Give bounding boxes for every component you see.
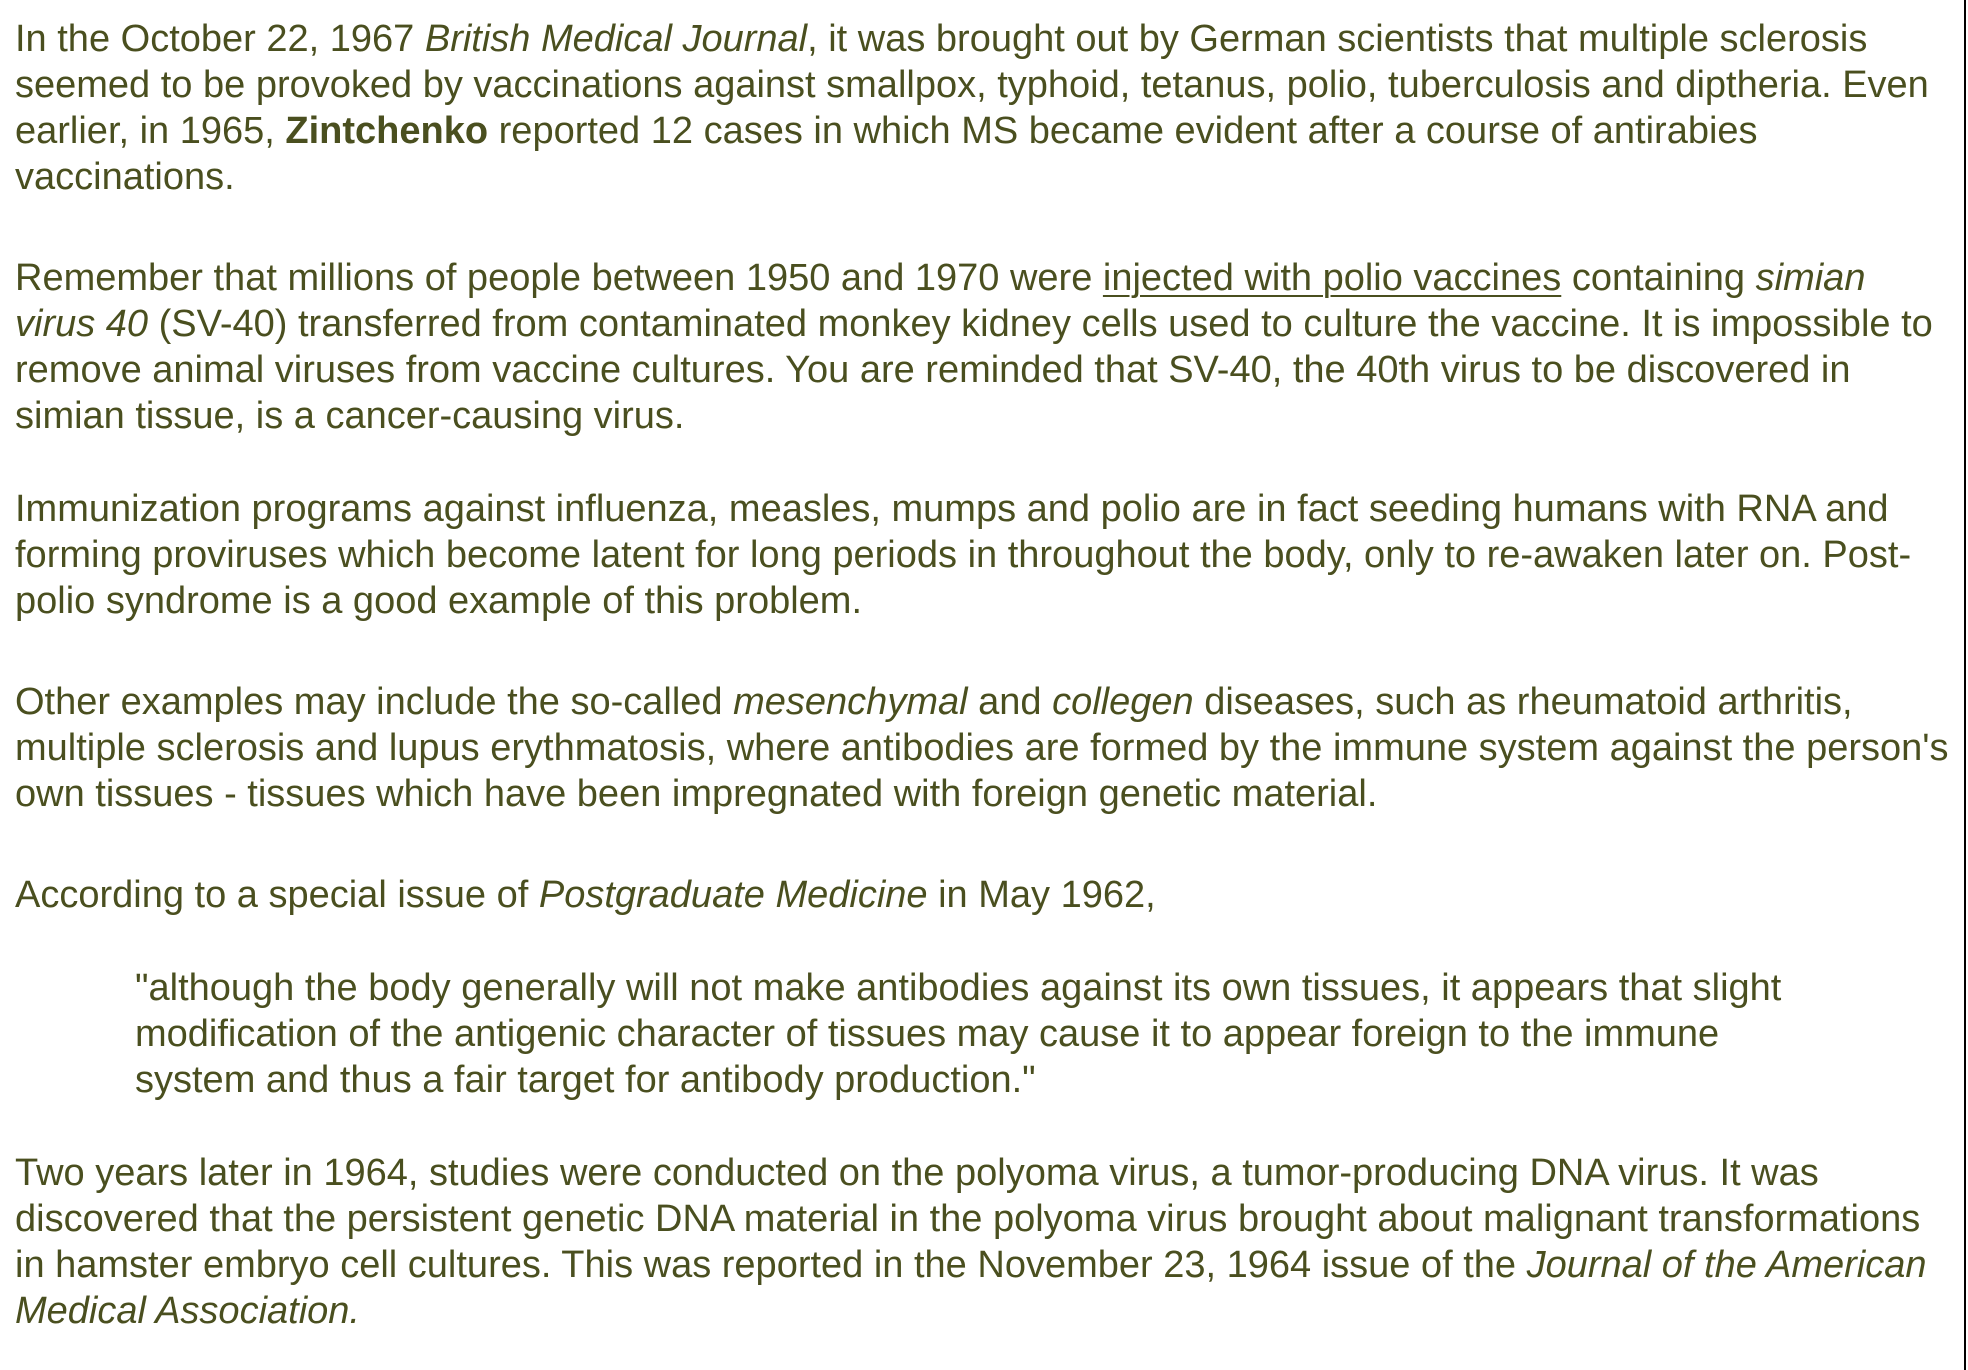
p5-text-b: in May 1962, [927,874,1156,916]
p1-text-c: reported 12 cases in which MS became evident after a course of antirabies vaccinations. [15,110,1758,198]
p3-text: Immunization programs against influenza, measles, mumps and polio are in fact seeding humans with RNA and forming proviruses which become latent for long periods in throughout the body, only to re-awaken later on. Post-polio syndrome is a good example of this problem. [15,488,1912,622]
p6-text-a: Two years later in 1964, studies were conducted on the polyoma virus, a tumor-producing DNA virus. It was discovered that the persistent genetic DNA material in the polyoma virus brought about malignant transformations in hamster embryo cell cultures. This was reported in the November 23, 1964 issue of the [15,1152,1921,1286]
p1-author-name: Zintchenko [285,110,489,152]
p2-text-a: Remember that millions of people between 1950 and 1970 were [15,257,1103,299]
p4-text-b: and [967,681,1053,723]
p4-text-c: diseases, such as rheumatoid arthritis, multiple sclerosis and lupus erythmatosis, where antibodies are formed by the immune system against the person's own tissues - tissues which have been impregnated with foreign genetic material. [15,681,1949,815]
p5-text-a: According to a special issue of [15,874,539,916]
p2-virus-name: simian virus 40 [15,257,1866,345]
paragraph-4 [15,679,1955,817]
paragraph-2 [15,255,1955,439]
p4-text-a: Other examples may include the so-called [15,681,734,723]
p2-text-b: containing [1561,257,1756,299]
p1-text-a: In the October 22, 1967 [15,18,425,60]
paragraph-6 [15,1150,1955,1334]
quote-text: "although the body generally will not make antibodies against its own tissues, it appears that slight modification of the antigenic character of tissues may cause it to appear foreign to the immune system and thus a fair target for antibody production." [135,967,1782,1101]
block-quote [15,965,1785,1103]
p6-journal-title: Journal of the American Medical Association. [15,1244,1927,1332]
polio-vaccines-link[interactable]: injected with polio vaccines [1102,257,1562,299]
p1-text-b: , it was brought out by German scientists that multiple sclerosis seemed to be provoked by vaccinations against smallpox, typhoid, tetanus, polio, tuberculosis and diptheria. Even earlier, in 1965, [15,18,1929,152]
paragraph-1 [15,16,1955,200]
paragraph-5 [15,872,1955,918]
p4-term-collegen: collegen [1052,681,1194,723]
p2-text-c: (SV-40) transferred from contaminated monkey kidney cells used to culture the vaccine. It is impossible to remove animal viruses from vaccine cultures. You are reminded that SV-40, the 40th virus to be discovered in simian tissue, is a cancer-causing virus. [15,303,1933,437]
p1-journal-title: British Medical Journal [424,18,808,60]
paragraph-3 [15,486,1955,624]
p4-term-mesenchymal: mesenchymal [733,681,968,723]
p5-journal-title: Postgraduate Medicine [538,874,928,916]
